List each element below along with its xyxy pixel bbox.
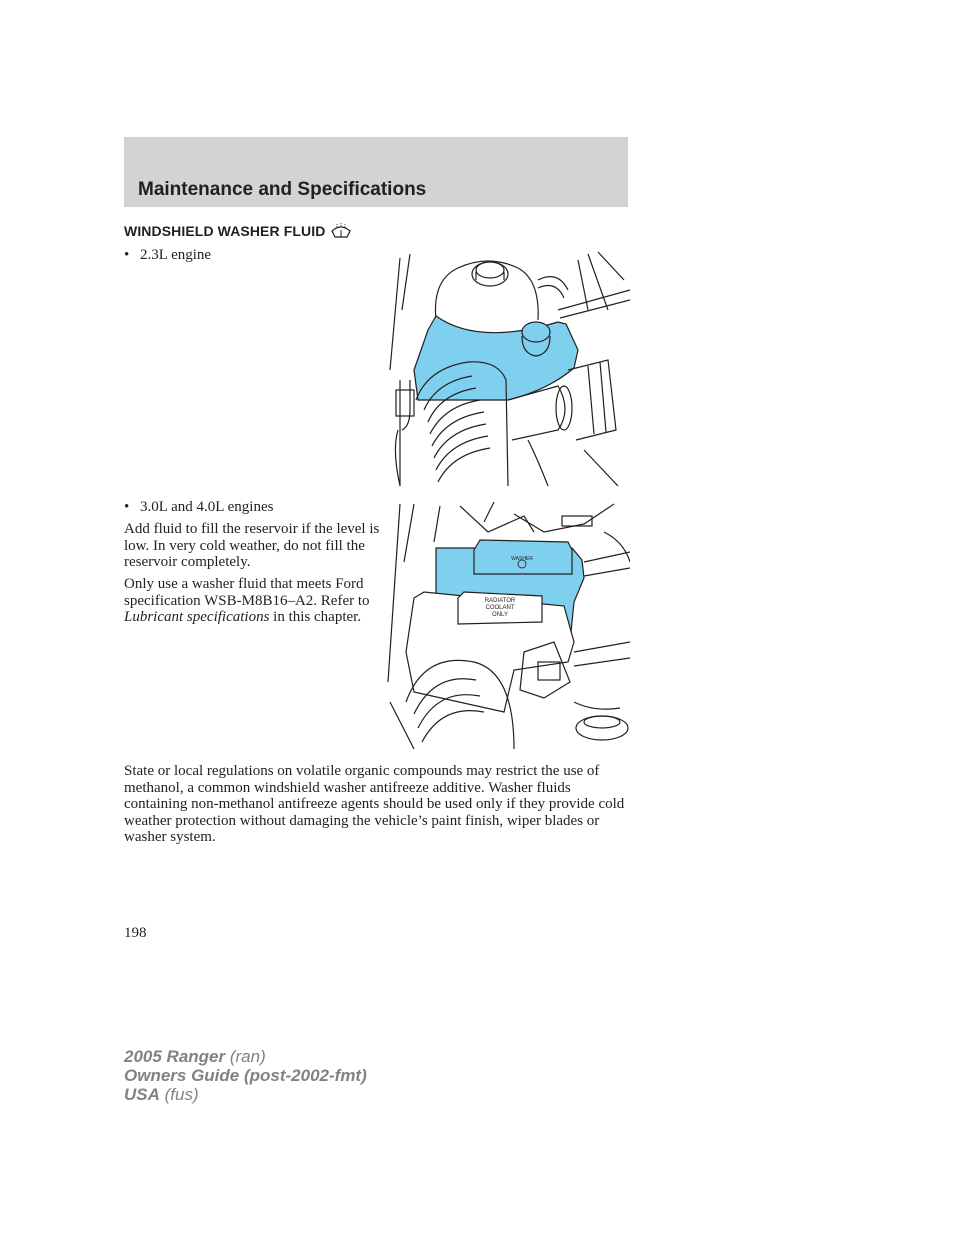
bullet-engine-2-3l: • 2.3L engine [124,247,212,263]
bullet-text: 2.3L engine [140,247,212,263]
radiator-label-line3: ONLY [492,612,508,618]
engine-diagram-3-0l-4-0l [384,502,630,749]
footer-guide: Owners Guide (post-2002-fmt) [124,1066,367,1085]
radiator-label-line1: RADIATOR [484,598,516,604]
windshield-washer-icon [330,222,352,240]
bullet-text: 3.0L and 4.0L engines [140,499,274,515]
page-header-title: Maintenance and Specifications [138,179,427,200]
paragraph-fluid-spec [124,576,380,626]
footer [124,1047,367,1104]
footer-market-code: (fus) [159,1085,199,1104]
footer-model: 2005 Ranger [124,1047,226,1066]
spec-prefix: Only use a washer fluid that meets Ford specification WSB-M8B16–A2. Refer to [124,576,370,609]
bullet-engine-3-0l-4-0l: • 3.0L and 4.0L engines [124,499,274,515]
paragraph-fill-reservoir: Add fluid to fill the reservoir if the level is low. In very cold weather, do not fill the reservoir completely. [124,521,380,570]
section-heading-text: WINDSHIELD WASHER FLUID [124,223,326,239]
footer-market: USA [124,1085,160,1104]
section-heading [124,222,352,240]
paragraph-regulations: State or local regulations on volatile organic compounds may restrict the use of methanol, a common windshield washer antifreeze additive. Washer fluids containing non-methanol antifreeze agents should be used only if they provide cold weather protection without damaging the vehicle’s paint finish, wiper blades or washer system. [124,763,625,845]
page-number: 198 [124,925,147,941]
svg-text:WASHER: WASHER [511,556,533,562]
radiator-label-line2: COOLANT [485,605,515,611]
spec-reference: Lubricant specifications [124,609,270,625]
footer-model-code: (ran) [225,1047,266,1066]
engine-diagram-2-3l [388,250,630,486]
header-band [124,137,628,207]
spec-suffix: in this chapter. [269,609,362,625]
